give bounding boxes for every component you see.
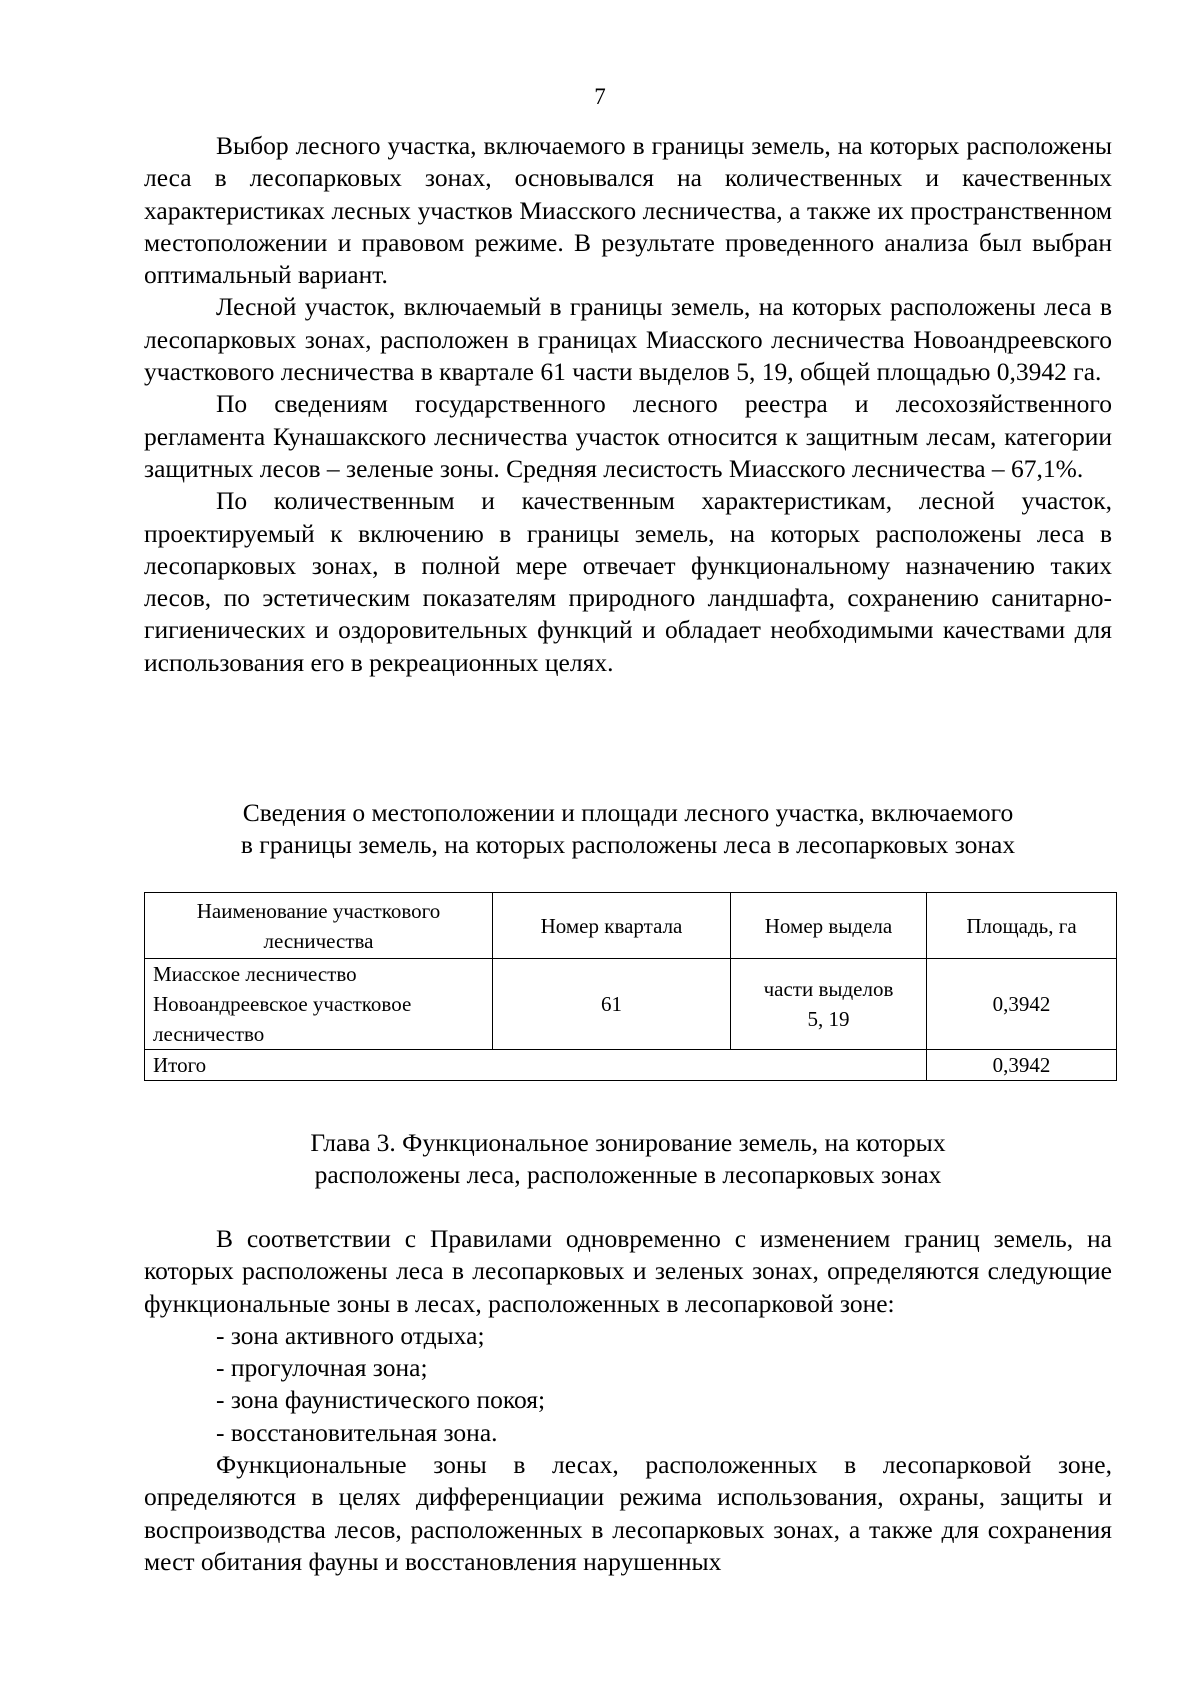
header-parcel: Номер выдела [731, 893, 927, 959]
cell-total-label: Итого [145, 1050, 927, 1081]
list-item: - зона фаунистического покоя; [216, 1385, 546, 1415]
cell-forestry-line: лесничество [153, 1022, 265, 1046]
list-item: - зона активного отдыха; [216, 1320, 485, 1350]
list-item: - восстановительная зона. [216, 1417, 498, 1447]
parcel-table [144, 892, 1117, 1081]
cell-parcel-line: 5, 19 [807, 1007, 850, 1031]
cell-forestry-line: Миасское лесничество [153, 962, 357, 986]
paragraph-zones-purpose: Функциональные зоны в лесах, расположенных в лесопарковой зоне, определяются в целях дифференциации режима использования, охраны, защиты и воспроизводства лесов, расположенных в лесопарковых зонах, а также для сохранения мест обитания фауны и восстановления нарушенных [144, 1450, 1112, 1576]
cell-parcel-line: части выделов [763, 977, 894, 1001]
chapter-heading-line: расположены леса, расположенные в лесопарковых зонах [314, 1160, 942, 1189]
cell-area: 0,3942 [927, 959, 1117, 1050]
cell-total-area: 0,3942 [927, 1050, 1117, 1081]
header-area: Площадь, га [927, 893, 1117, 959]
cell-parcel [731, 959, 927, 1050]
table-header-row [145, 893, 1117, 959]
paragraph-selection: Выбор лесного участка, включаемого в границы земель, на которых расположены леса в лесопарковых зонах, основывался на количественных и качественных характеристиках лесных участков Миасского лесничества, а также их пространственном местоположении и правовом режиме. В результате проведенного анализа был выбран оптимальный вариант. [144, 131, 1112, 290]
table-caption-line: Сведения о местоположении и площади лесного участка, включаемого [242, 798, 1014, 827]
table-row [145, 959, 1117, 1050]
cell-forestry-line: Новоандреевское участковое [153, 992, 412, 1016]
header-quarter: Номер квартала [493, 893, 731, 959]
table-total-row [145, 1050, 1117, 1081]
paragraph-rules: В соответствии с Правилами одновременно с изменением границ земель, на которых расположены леса в лесопарковых и зеленых зонах, определяются следующие функциональные зоны в лесах, расположенных в лесопарковой зоне: [144, 1224, 1112, 1318]
paragraph-location: Лесной участок, включаемый в границы земель, на которых расположены леса в лесопарковых зонах, расположен в границах Миасского лесничества Новоандреевского участкового лесничества в квартале 61 части выделов 5, 19, общей площадью 0,3942 га. [144, 292, 1112, 387]
paragraph-registry: По сведениям государственного лесного реестра и лесохозяйственного регламента Кунашакского лесничества участок относится к защитным лесам, категории защитных лесов – зеленые зоны. Средняя лесистость Миасского лесничества – 67,1%. [144, 389, 1112, 483]
cell-quarter: 61 [493, 959, 731, 1050]
paragraph-characteristics: По количественным и качественным характеристикам, лесной участок, проектируемый к включению в границы земель, на которых расположены леса в лесопарковых зонах, в полной мере отвечает функциональному назначению таких лесов, по эстетическим показателям природного ландшафта, сохранению санитарно-гигиенических и оздоровительных функций и обладает необходимыми качествами для использования его в рекреационных целях. [144, 486, 1112, 677]
intro-text [144, 130, 1112, 679]
table-caption [144, 797, 1112, 861]
chapter-heading-line: Глава 3. Функциональное зонирование земель, на которых [310, 1128, 946, 1157]
chapter-heading [144, 1127, 1112, 1191]
table-caption-line: в границы земель, на которых расположены леса в лесопарковых зонах [240, 830, 1016, 859]
chapter-text [144, 1223, 1112, 1578]
header-forestry: Наименование участкового лесничества [145, 893, 493, 959]
page-number: 7 [594, 84, 606, 109]
list-item: - прогулочная зона; [216, 1353, 428, 1383]
cell-forestry [145, 959, 493, 1050]
